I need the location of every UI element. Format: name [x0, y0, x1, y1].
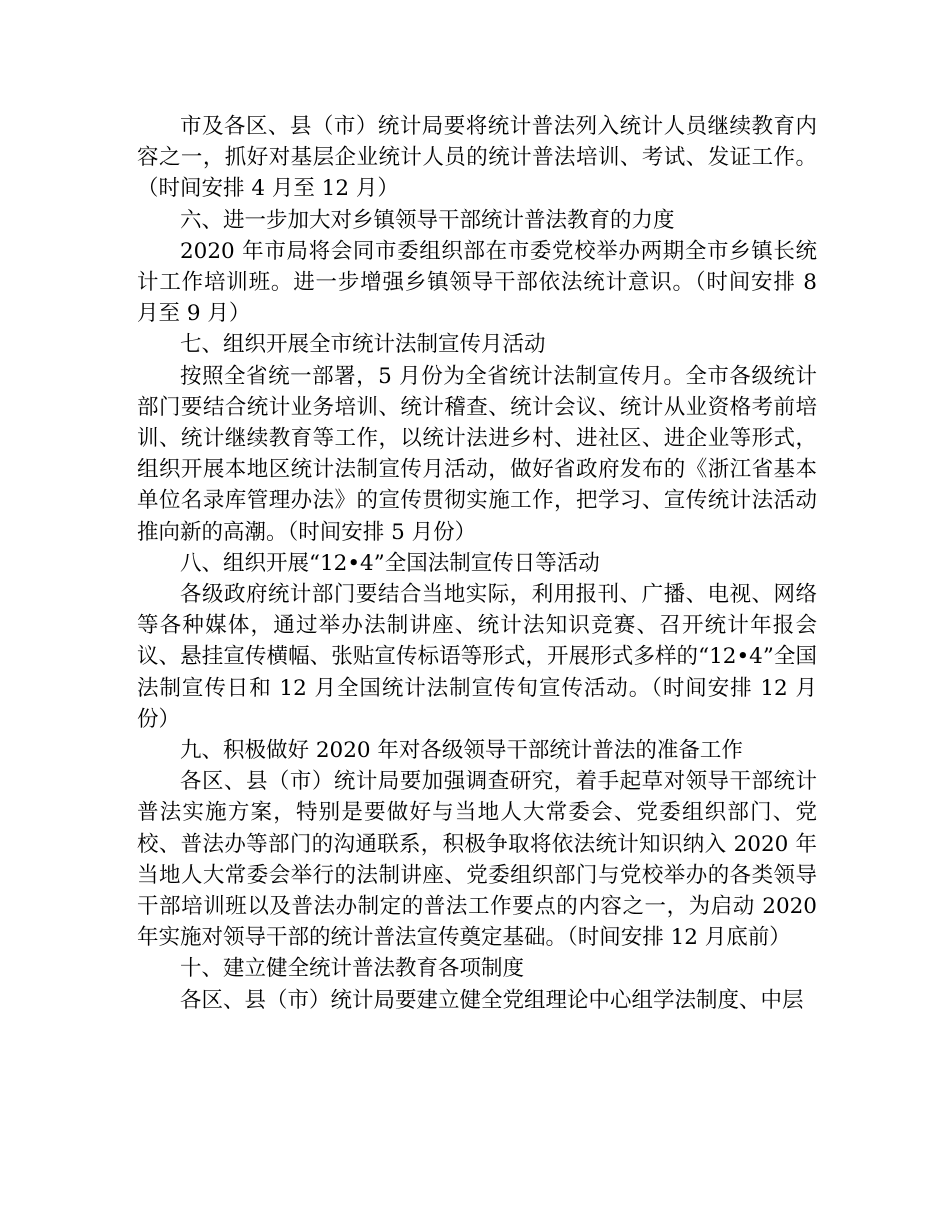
paragraph-systems: 各区、县（市）统计局要建立健全党组理论中心组学法制度、中层	[180, 987, 804, 1013]
paragraph-legal-publicity-day: 各级政府统计部门要结合当地实际，利用报刊、广播、电视、网络等各种媒体，通过举办法制讲座、统计法知识竞赛、召开统计年报会议、悬挂宣传横幅、张贴宣传标语等形式，开展形式多样的“12•4”全国法制宣传日和 12 月全国统计法制宣传旬宣传活动。（时间安排 12 月份）	[137, 582, 817, 732]
paragraph-publicity-month: 按照全省统一部署，5 月份为全省统计法制宣传月。全市各级统计部门要结合统计业务培训、统计稽查、统计会议、统计从业资格考前培训、统计继续教育等工作，以统计法进乡村、进社区、进企业等形式，组织开展本地区统计法制宣传月活动，做好省政府发布的《浙江省基本单位名录库管理办法》的宣传贯彻实施工作，把学习、宣传统计法活动推向新的高潮。（时间安排 5 月份）	[137, 363, 817, 545]
paragraph-continuing-education: 市及各区、县（市）统计局要将统计普法列入统计人员继续教育内容之一，抓好对基层企业统计人员的统计普法培训、考试、发证工作。（时间安排 4 月至 12 月）	[137, 114, 817, 202]
document-body	[137, 111, 817, 1016]
heading-section-6: 六、进一步加大对乡镇领导干部统计普法教育的力度	[180, 207, 675, 233]
paragraph-leader-preparation: 各区、县（市）统计局要加强调查研究，着手起草对领导干部统计普法实施方案，特别是要做好与当地人大常委会、党委组织部门、党校、普法办等部门的沟通联系，积极争取将依法统计知识纳入 2020 年当地人大常委会举行的法制讲座、党委组织部门与党校举办的各类领导干部培训班以及普法办制定的普法工作要点的内容之一，为启动 2020 年实施对领导干部的统计普法宣传奠定基础。（时间安排 12 月底前）	[137, 769, 817, 951]
heading-section-9: 九、积极做好 2020 年对各级领导干部统计普法的准备工作	[180, 738, 743, 764]
heading-section-8: 八、组织开展“12•4”全国法制宣传日等活动	[180, 550, 600, 576]
heading-section-10: 十、建立健全统计普法教育各项制度	[180, 956, 525, 982]
paragraph-township-training: 2020 年市局将会同市委组织部在市委党校举办两期全市乡镇长统计工作培训班。进一步增强乡镇领导干部依法统计意识。（时间安排 8 月至 9 月）	[137, 238, 817, 327]
heading-section-7: 七、组织开展全市统计法制宣传月活动	[180, 332, 546, 358]
